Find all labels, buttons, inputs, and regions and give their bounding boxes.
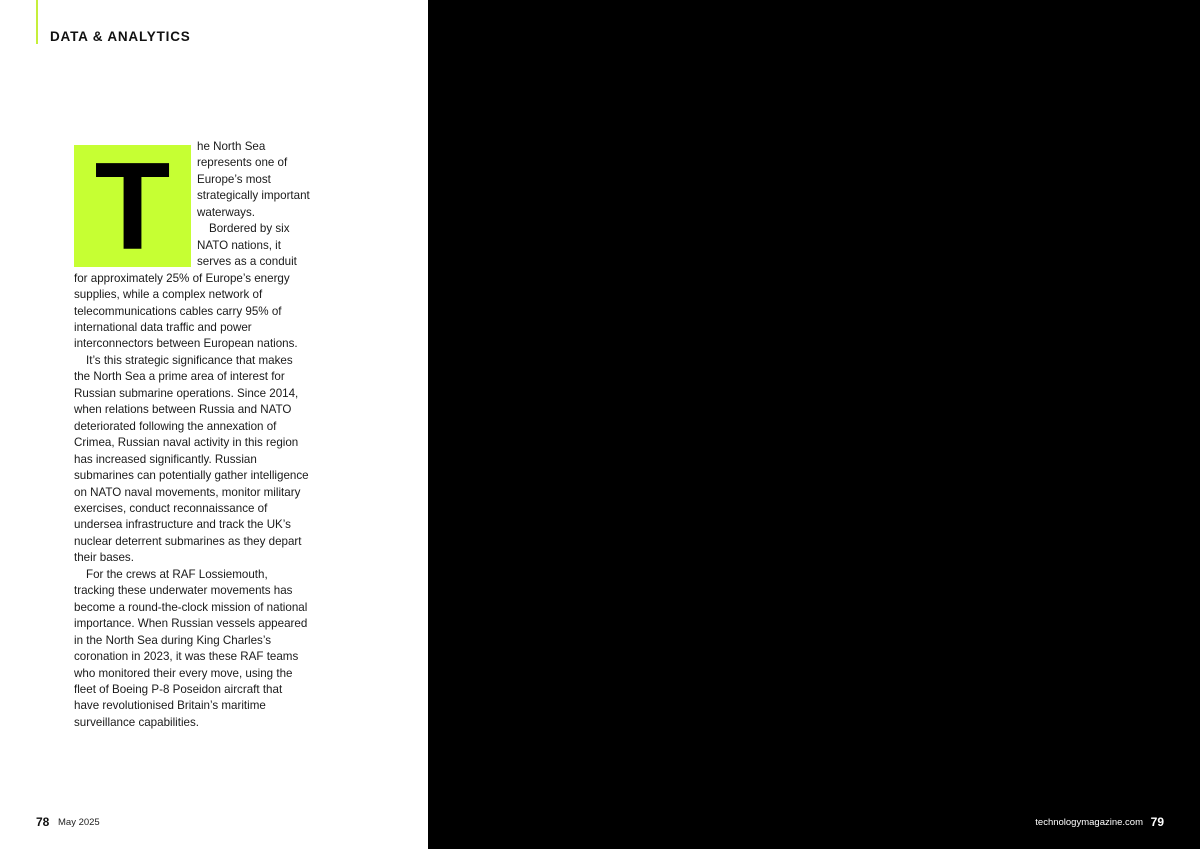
section-accent-rule <box>36 0 38 44</box>
right-page-image <box>428 0 1200 849</box>
article-paragraph: he North Sea represents one of Europe’s most strategically important waterways. <box>197 140 310 219</box>
article-paragraph: It’s this strategic significance that makes the North Sea a prime area of interest for Russian submarine operations. Since 2014, when relations between Russia and NATO deteriorated following the annexation of Crimea, Russian naval activity in this region has increased significantly. Russian submarines can potentially gather intelligence on NATO naval movements, monitor military exercises, conduct reconnaissance of undersea infrastructure and track the UK’s nuclear deterrent submarines as they depart their bases. <box>74 353 309 565</box>
section-label: DATA & ANALYTICS <box>50 29 191 44</box>
website-url: technologymagazine.com <box>1035 817 1143 828</box>
article-body <box>74 139 310 731</box>
issue-date: May 2025 <box>58 817 100 828</box>
left-page <box>0 0 428 849</box>
page-number-left: 78 <box>36 815 50 829</box>
page-number-right: 79 <box>1150 815 1164 829</box>
drop-cap-box <box>74 138 191 276</box>
drop-cap-letter: T <box>94 138 171 276</box>
article-paragraph: For the crews at RAF Lossiemouth, tracking these underwater movements has become a round-the-clock mission of national importance. When Russian vessels appeared in the North Sea during King Charles’s coronation in 2023, it was these RAF teams who monitored their every move, using the fleet of Boeing P-8 Poseidon aircraft that have revolutionised Britain’s maritime surveillance capabilities. <box>74 567 308 729</box>
article-paragraph: Bordered by six NATO nations, it serves as a conduit for approximately 25% of Europe’s energy supplies, while a complex network of telecommunications cables carry 95% of international data traffic and power interconnectors between European nations. <box>74 222 298 351</box>
